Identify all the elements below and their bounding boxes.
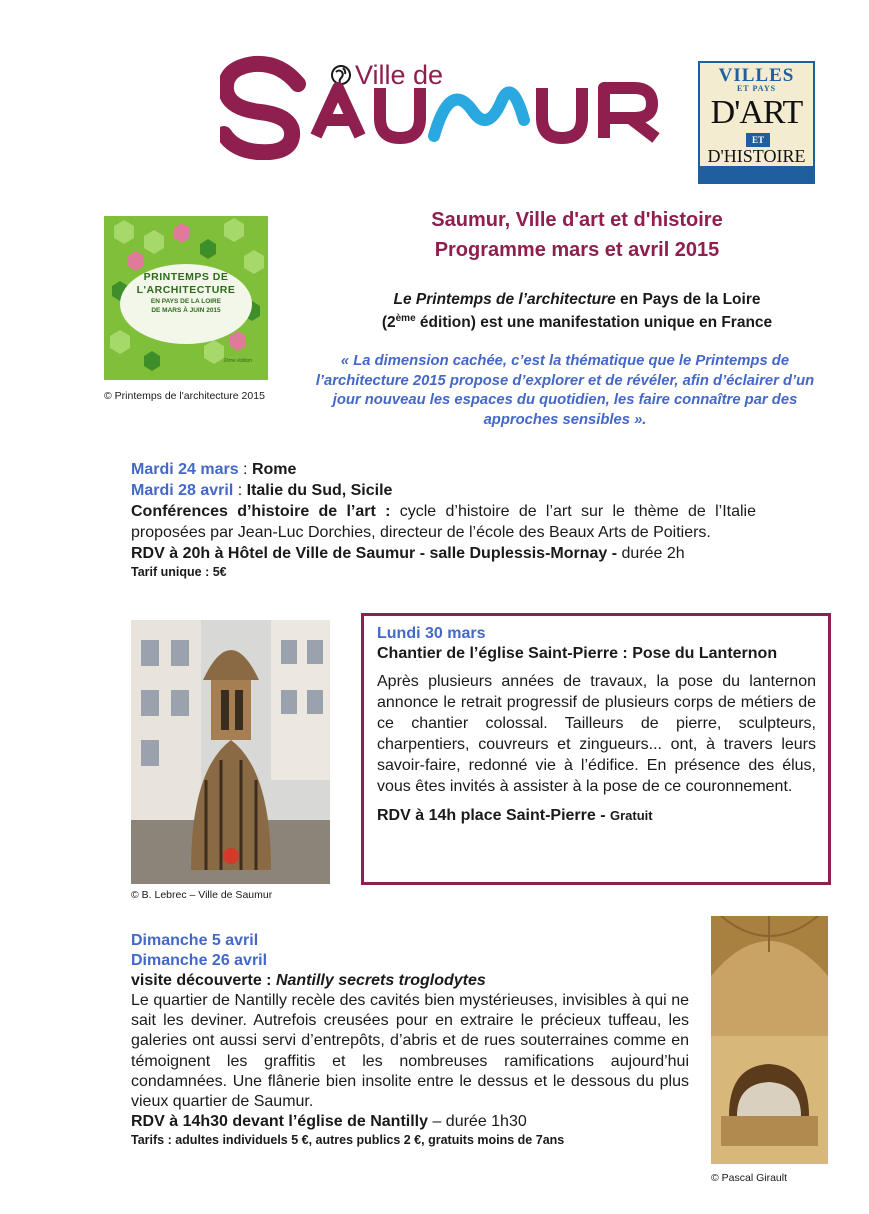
event2-rdv: RDV à 14h place Saint-Pierre - bbox=[377, 807, 610, 825]
poster-line1: PRINTEMPS DE bbox=[143, 271, 229, 283]
saumur-logo bbox=[220, 50, 680, 160]
event1-tarif: Tarif unique : 5€ bbox=[131, 565, 227, 579]
event1-sep1: : bbox=[238, 461, 252, 478]
event-lanternon-box bbox=[361, 613, 831, 885]
event2-heading: Chantier de l’église Saint-Pierre : Pose du Lanternon bbox=[377, 645, 778, 662]
event3-label: visite découverte : bbox=[131, 972, 276, 990]
vah-line5: D'HISTOIRE bbox=[707, 146, 806, 166]
vah-line1: VILLES bbox=[718, 65, 795, 86]
event1-sep2: : bbox=[233, 482, 247, 499]
vah-line4: ET bbox=[746, 133, 770, 147]
event-nantilly bbox=[131, 931, 689, 1149]
intro-open: (2 bbox=[381, 314, 396, 332]
event1-rdv: RDV à 20h à Hôtel de Ville de Saumur - salle Duplessis-Mornay - bbox=[131, 545, 618, 562]
vah-line2: ET PAYS bbox=[736, 84, 777, 93]
event1-rdv-line bbox=[131, 543, 756, 564]
event3-rdv: RDV à 14h30 devant l’église de Nantilly bbox=[131, 1112, 428, 1130]
event2-body: Après plusieurs années de travaux, la pose du lanternon annonce le retrait progressif de plusieurs corps de métiers de ce chantier colossal. Tailleurs de pierre, sculpteurs, charpentiers, couvreurs et zingueurs... ont, à travers leurs savoir-faire, redonné vie à l’édifice. En présence des élus, vous êtes invités à assister à la pose de ce couronnement. bbox=[377, 673, 816, 795]
lanternon-illustration bbox=[131, 620, 330, 884]
event1-duration: durée 2h bbox=[617, 545, 685, 562]
troglodyte-photo bbox=[711, 916, 828, 1164]
poster-line3: EN PAYS DE LA LOIRE bbox=[150, 298, 222, 305]
intro-line1 bbox=[290, 291, 864, 309]
troglodyte-illustration bbox=[711, 916, 828, 1164]
poster-line4: DE MARS À JUIN 2015 bbox=[151, 307, 221, 314]
poster-edition: 2ème édition bbox=[223, 358, 252, 364]
page-subtitle: Programme mars et avril 2015 bbox=[434, 239, 720, 261]
vah-band bbox=[700, 166, 813, 182]
event1-desc-text: cycle d’histoire de l’art sur le thème de l’Italie proposées par Jean-Luc Dorchies, directeur de l’école des Beaux Arts de Poitiers. bbox=[131, 503, 757, 541]
event1-desc bbox=[131, 501, 756, 543]
villes-art-histoire-logo bbox=[698, 61, 815, 184]
printemps-poster bbox=[104, 216, 268, 380]
intro-italic: Le Printemps de l’architecture bbox=[393, 291, 616, 308]
event-conferences bbox=[131, 459, 756, 581]
troglodyte-photo-caption: © Pascal Girault bbox=[711, 1172, 788, 1184]
poster-line2: L'ARCHITECTURE bbox=[136, 284, 236, 296]
event3-date2: Dimanche 26 avril bbox=[131, 952, 268, 970]
event3-duration: – durée 1h30 bbox=[428, 1112, 527, 1130]
event2-price: Gratuit bbox=[609, 808, 653, 824]
intro-rest2: édition) est une manifestation unique en France bbox=[415, 314, 773, 332]
event1-date1: Mardi 24 mars bbox=[131, 461, 239, 478]
lanternon-photo-caption: © B. Lebrec – Ville de Saumur bbox=[131, 889, 273, 901]
event1-label: Conférences d’histoire de l’art : bbox=[131, 503, 391, 520]
event2-rdv-line bbox=[377, 807, 816, 825]
theme-quote: « La dimension cachée, c’est la thématique que le Printemps de l’architecture 2015 propose d’explorer et de révéler, afin d’éclairer d’un jour nouveau les espaces du quotidien, les faire connaître par des approches sensibles ». bbox=[315, 353, 815, 428]
event1-line1 bbox=[131, 459, 756, 480]
event3-body: Le quartier de Nantilly recèle des cavités bien mystérieuses, invisibles à qui ne sait les deviner. Autrefois creusées pour en extraire le précieux tuffeau, les galeries ont aussi servi d’entrepôts, d’abris et de rues souterraines comme en témoignent les graffitis et les nombreuses ramifications aujourd’hui condamnées. Une flânerie bien insolite entre le dessus et le dessous du plus vieux quartier de Saumur. bbox=[131, 992, 689, 1110]
lanternon-photo bbox=[131, 620, 330, 884]
event3-title-line bbox=[131, 971, 689, 991]
event1-line2 bbox=[131, 480, 756, 501]
page-title: Saumur, Ville d'art et d'histoire bbox=[431, 209, 723, 231]
poster-caption: © Printemps de l'architecture 2015 bbox=[104, 390, 265, 402]
vah-line3: D'ART bbox=[710, 94, 803, 131]
event3-date1: Dimanche 5 avril bbox=[131, 932, 259, 949]
intro-line2 bbox=[290, 313, 864, 332]
event1-date2: Mardi 28 avril bbox=[131, 482, 234, 499]
logo-ville-text: Ville de bbox=[355, 60, 444, 90]
event3-rdv-line bbox=[131, 1112, 689, 1132]
intro-rest1: en Pays de la Loire bbox=[615, 291, 761, 308]
poster-text bbox=[126, 271, 246, 315]
event3-tarifs: Tarifs : adultes individuels 5 €, autres publics 2 €, gratuits moins de 7ans bbox=[131, 1132, 565, 1147]
event2-date: Lundi 30 mars bbox=[377, 625, 486, 642]
event1-place2: Italie du Sud, Sicile bbox=[246, 482, 393, 499]
event1-place1: Rome bbox=[251, 461, 297, 478]
intro-sup: ème bbox=[395, 313, 416, 324]
event3-title: Nantilly secrets troglodytes bbox=[275, 972, 486, 990]
